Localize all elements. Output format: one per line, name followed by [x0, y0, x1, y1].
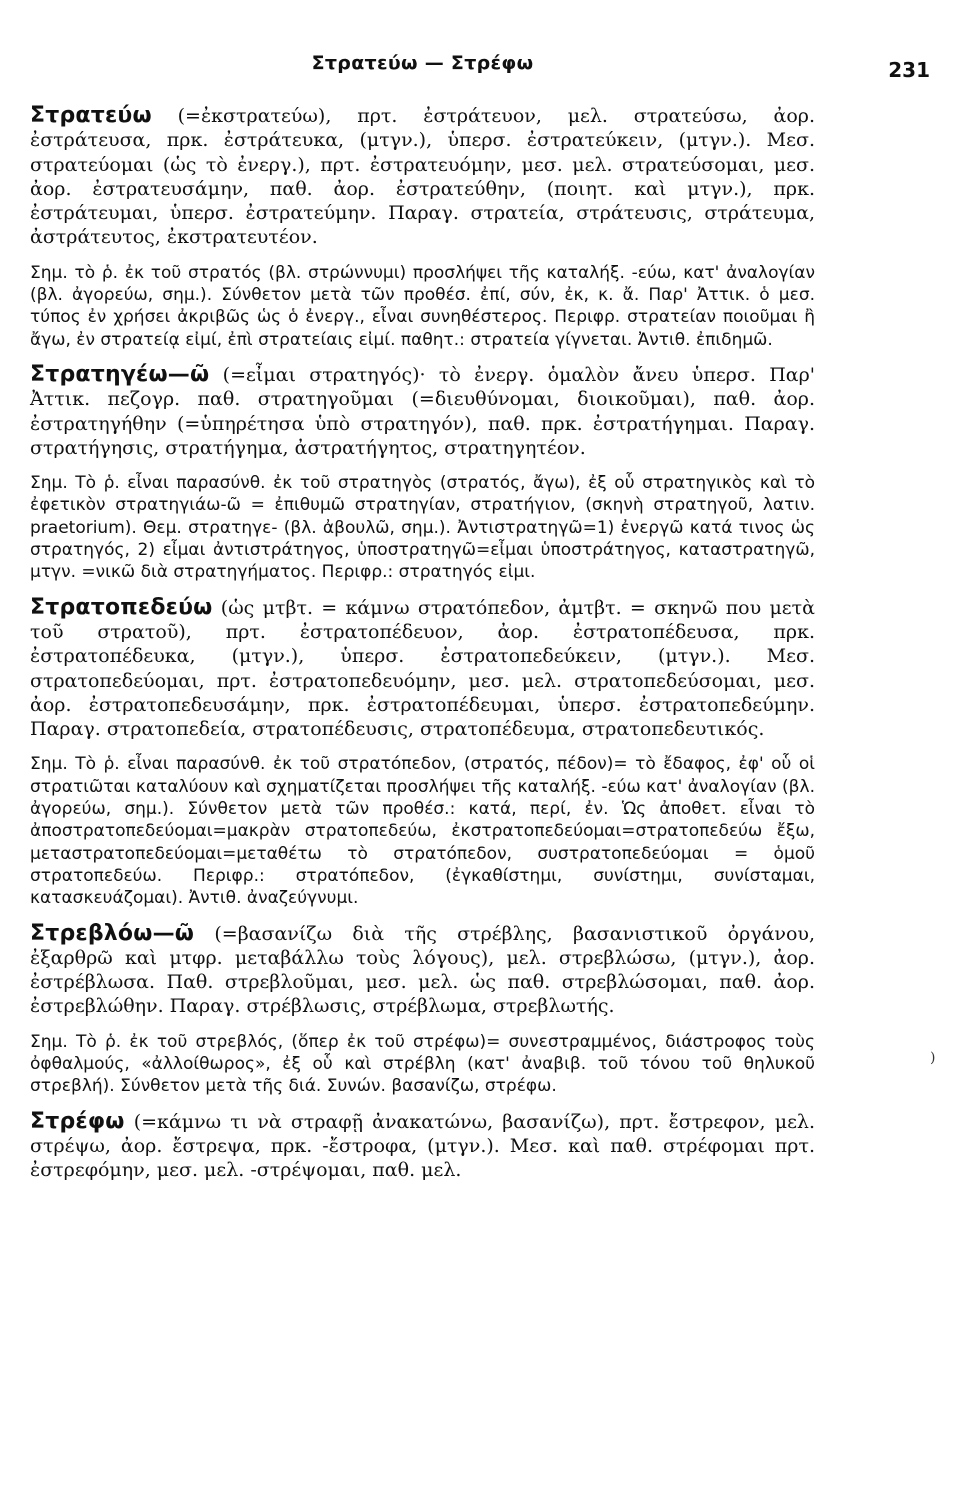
entry-body: [30, 104, 815, 250]
page-number: 231: [888, 58, 930, 82]
headword: Στρατοπεδεύω: [30, 594, 213, 620]
headword: Στρατεύω: [30, 103, 152, 128]
margin-mark: ): [930, 1050, 936, 1066]
entry-note: Σημ. τὸ ῥ. ἐκ τοῦ στρατός (βλ. στρώννυμι) προσλήψει τῆς καταλήξ. -εύω, κατ' ἀναλογίαν (βλ. ἀγορεύω, σημ.). Σύνθετον μετὰ τῶν προθέσ. ἐπί, σύν, ἐκ, κ. ἄ. Παρ' Ἀττικ. ὁ μεσ. τύπος ἐν χρήσει ἀκριβῶς ὡς ὁ ἐνεργ., εἶναι συνηθέστερος. Περιφρ. στρατείαν ποιοῦμαι ἢ ἄγω, ἐν στρατείᾳ εἰμί, ἐπὶ στρατείαις εἰμί. παθητ.: στρατεία γίγνεται. Ἀντιθ. ἐπιδημῶ.: [30, 262, 815, 350]
entry-note: Σημ. Τὸ ῥ. εἶναι παρασύνθ. ἐκ τοῦ στρατηγὸς (στρατός, ἄγω), ἐξ οὗ στρατηγικὸς καὶ τὸ ἐφετικὸν στρατηγιάω-ῶ = ἐπιθυμῶ στρατηγίαν, στρατήγιον, (σκηνὴ στρατηγοῦ, λατιν. praetorium). Θεμ. στρατηγε- (βλ. ἀβουλῶ, σημ.). Ἀντιστρατηγῶ=1) ἐνεργῶ κατά τινος ὡς στρατηγός, 2) εἶμαι ἀντιστράτηγος, ὑποστρατηγῶ=εἶμαι ὑποστράτηγος, καταστρατηγῶ, μτγν. =νικῶ διὰ στρατηγήματος. Περιφρ.: στρατηγός εἰμι.: [30, 473, 815, 583]
entry-stratopedeuo: [30, 596, 815, 910]
entry-strateuo: [30, 104, 815, 351]
running-header: [30, 52, 930, 92]
entry-note: Σημ. Τὸ ῥ. εἶναι παρασύνθ. ἐκ τοῦ στρατόπεδον, (στρατός, πέδον)= τὸ ἔδαφος, ἐφ' οὗ οἱ στρατιῶται καταλύουν καὶ σχηματίζεται προσλήψει τῆς καταλήξ. -εύω κατ' ἀναλογίαν (βλ. ἀγορεύω, σημ.). Σύνθετον μετὰ τῶν προθέσ.: κατά, περί, ἐν. Ὡς ἀποθετ. εἶναι τὸ ἀποστρατοπεδεύομαι=μακρὰν στρατοπεδεύω, ἐκστρατοπεδεύομαι=στρατοπεδεύω ἔξω, μεταστρατοπεδεύομαι=μεταθέτω τὸ στρατόπεδον, συστρατοπεδεύομαι = ὁμοῦ στρατοπεδεύω. Περιφρ.: στρατόπεδον, (ἐγκαθίστημι, συνίστημι, συνίσταμαι, κατασκευάζομαι). Ἀντιθ. ἀναζεύγνυμι.: [30, 754, 815, 909]
headword: Στρατηγέω—ῶ: [30, 361, 210, 387]
entry-text: (=ἐκστρατεύω), πρτ. ἐστράτευον, μελ. στρατεύσω, ἀορ. ἐστράτευσα, πρκ. ἐστράτευκα, (μτγν.), ὑπερσ. ἐστρατεύκειν, (μτγν.). Μεσ. στρατεύομαι (ὡς τὸ ἐνεργ.), πρτ. ἐστρατευόμην, μεσ. μελ. στρατεύσομαι, μεσ. ἀορ. ἐστρατευσάμην, παθ. ἀορ. ἐστρατεύθην, (ποιητ. καὶ μτγν.), πρκ. ἐστράτευμαι, ὑπερσ. ἐστρατεύμην. Παραγ. στρατεία, στράτευσις, στράτευμα, ἀστράτευτος, ἐκστρατευτέον.: [30, 105, 815, 249]
entry-strepho: [30, 1110, 815, 1183]
entry-strategeo: [30, 363, 815, 584]
entry-text: (=βασανίζω διὰ τῆς στρέβλης, βασανιστικοῦ ὀργάνου, ἐξαρθρῶ καὶ μτφρ. μεταβάλλω τοὺς λόγους), μελ. στρεβλώσω, (μτγν.), ἀορ. ἐστρέβλωσα. Παθ. στρεβλοῦμαι, μεσ. μελ. ὡς παθ. στρεβλώσομαι, παθ. ἀορ. ἐστρεβλώθην. Παραγ. στρέβλωσις, στρέβλωμα, στρεβλωτής.: [30, 922, 816, 1018]
headword: Στρέφω: [30, 1108, 125, 1134]
entry-text: (=εἶμαι στρατηγός)· τὸ ἐνεργ. ὁμαλὸν ἄνευ ὑπερσ. Παρ' Ἀττικ. πεζογρ. παθ. στρατηγοῦμαι (=διευθύνομαι, διοικοῦμαι), παθ. ἀορ. ἐστρατηγήθην (=ὑπηρέτησα ὑπὸ στρατηγόν), παθ. πρκ. ἐστρατήγημαι. Παραγ. στρατήγησις, στρατήγημα, ἀστρατήγητος, στρατηγητέον.: [30, 363, 815, 459]
entry-body: [30, 1110, 815, 1183]
entry-body: [30, 922, 815, 1019]
entry-body: [30, 596, 815, 742]
entry-body: [30, 363, 815, 460]
entry-streblo: [30, 922, 815, 1098]
entry-text: (ὡς μτβτ. = κάμνω στρατόπεδον, ἀμτβτ. = σκηνῶ που μετὰ τοῦ στρατοῦ), πρτ. ἐστρατοπέδευον, ἀορ. ἐστρατοπέδευσα, πρκ. ἐστρατοπέδευκα, (μτγν.), ὑπερσ. ἐστρατοπεδεύκειν, (μτγν.). Μεσ. στρατοπεδεύομαι, πρτ. ἐστρατοπεδευόμην, μεσ. μελ. στρατοπεδεύσομαι, μεσ. ἀορ. ἐστρατοπεδευσάμην, πρκ. ἐστρατοπέδευμαι, ὑπερσ. ἐστρατοπεδεύμην. Παραγ. στρατοπεδεία, στρατοπέδευσις, στρατοπέδευμα, στρατοπεδευτικός.: [30, 596, 815, 741]
entry-note: Σημ. Τὸ ῥ. ἐκ τοῦ στρεβλός, (ὅπερ ἐκ τοῦ στρέφω)= συνεστραμμένος, διάστροφος τοὺς ὀφθαλμούς, «ἀλλοίθωρος», ἐξ οὗ καὶ στρέβλη (κατ' ἀναβιβ. τοῦ τόνου τοῦ θηλυκοῦ στρεβλή). Σύνθετον μετὰ τῆς διά. Συνών. βασανίζω, στρέφω.: [30, 1031, 815, 1097]
entry-text: (=κάμνω τι νὰ στραφῇ ἀνακατώνω, βασανίζω), πρτ. ἔστρεφον, μελ. στρέψω, ἀορ. ἔστρεψα, πρκ. -ἔστροφα, (μτγν.). Μεσ. καὶ παθ. στρέφομαι πρτ. ἐστρεφόμην, μεσ. μελ. -στρέψομαι, παθ. μελ.: [30, 1110, 815, 1182]
headword: Στρεβλόω—ῶ: [30, 920, 195, 946]
running-title: Στρατεύω — Στρέφω: [311, 52, 534, 74]
